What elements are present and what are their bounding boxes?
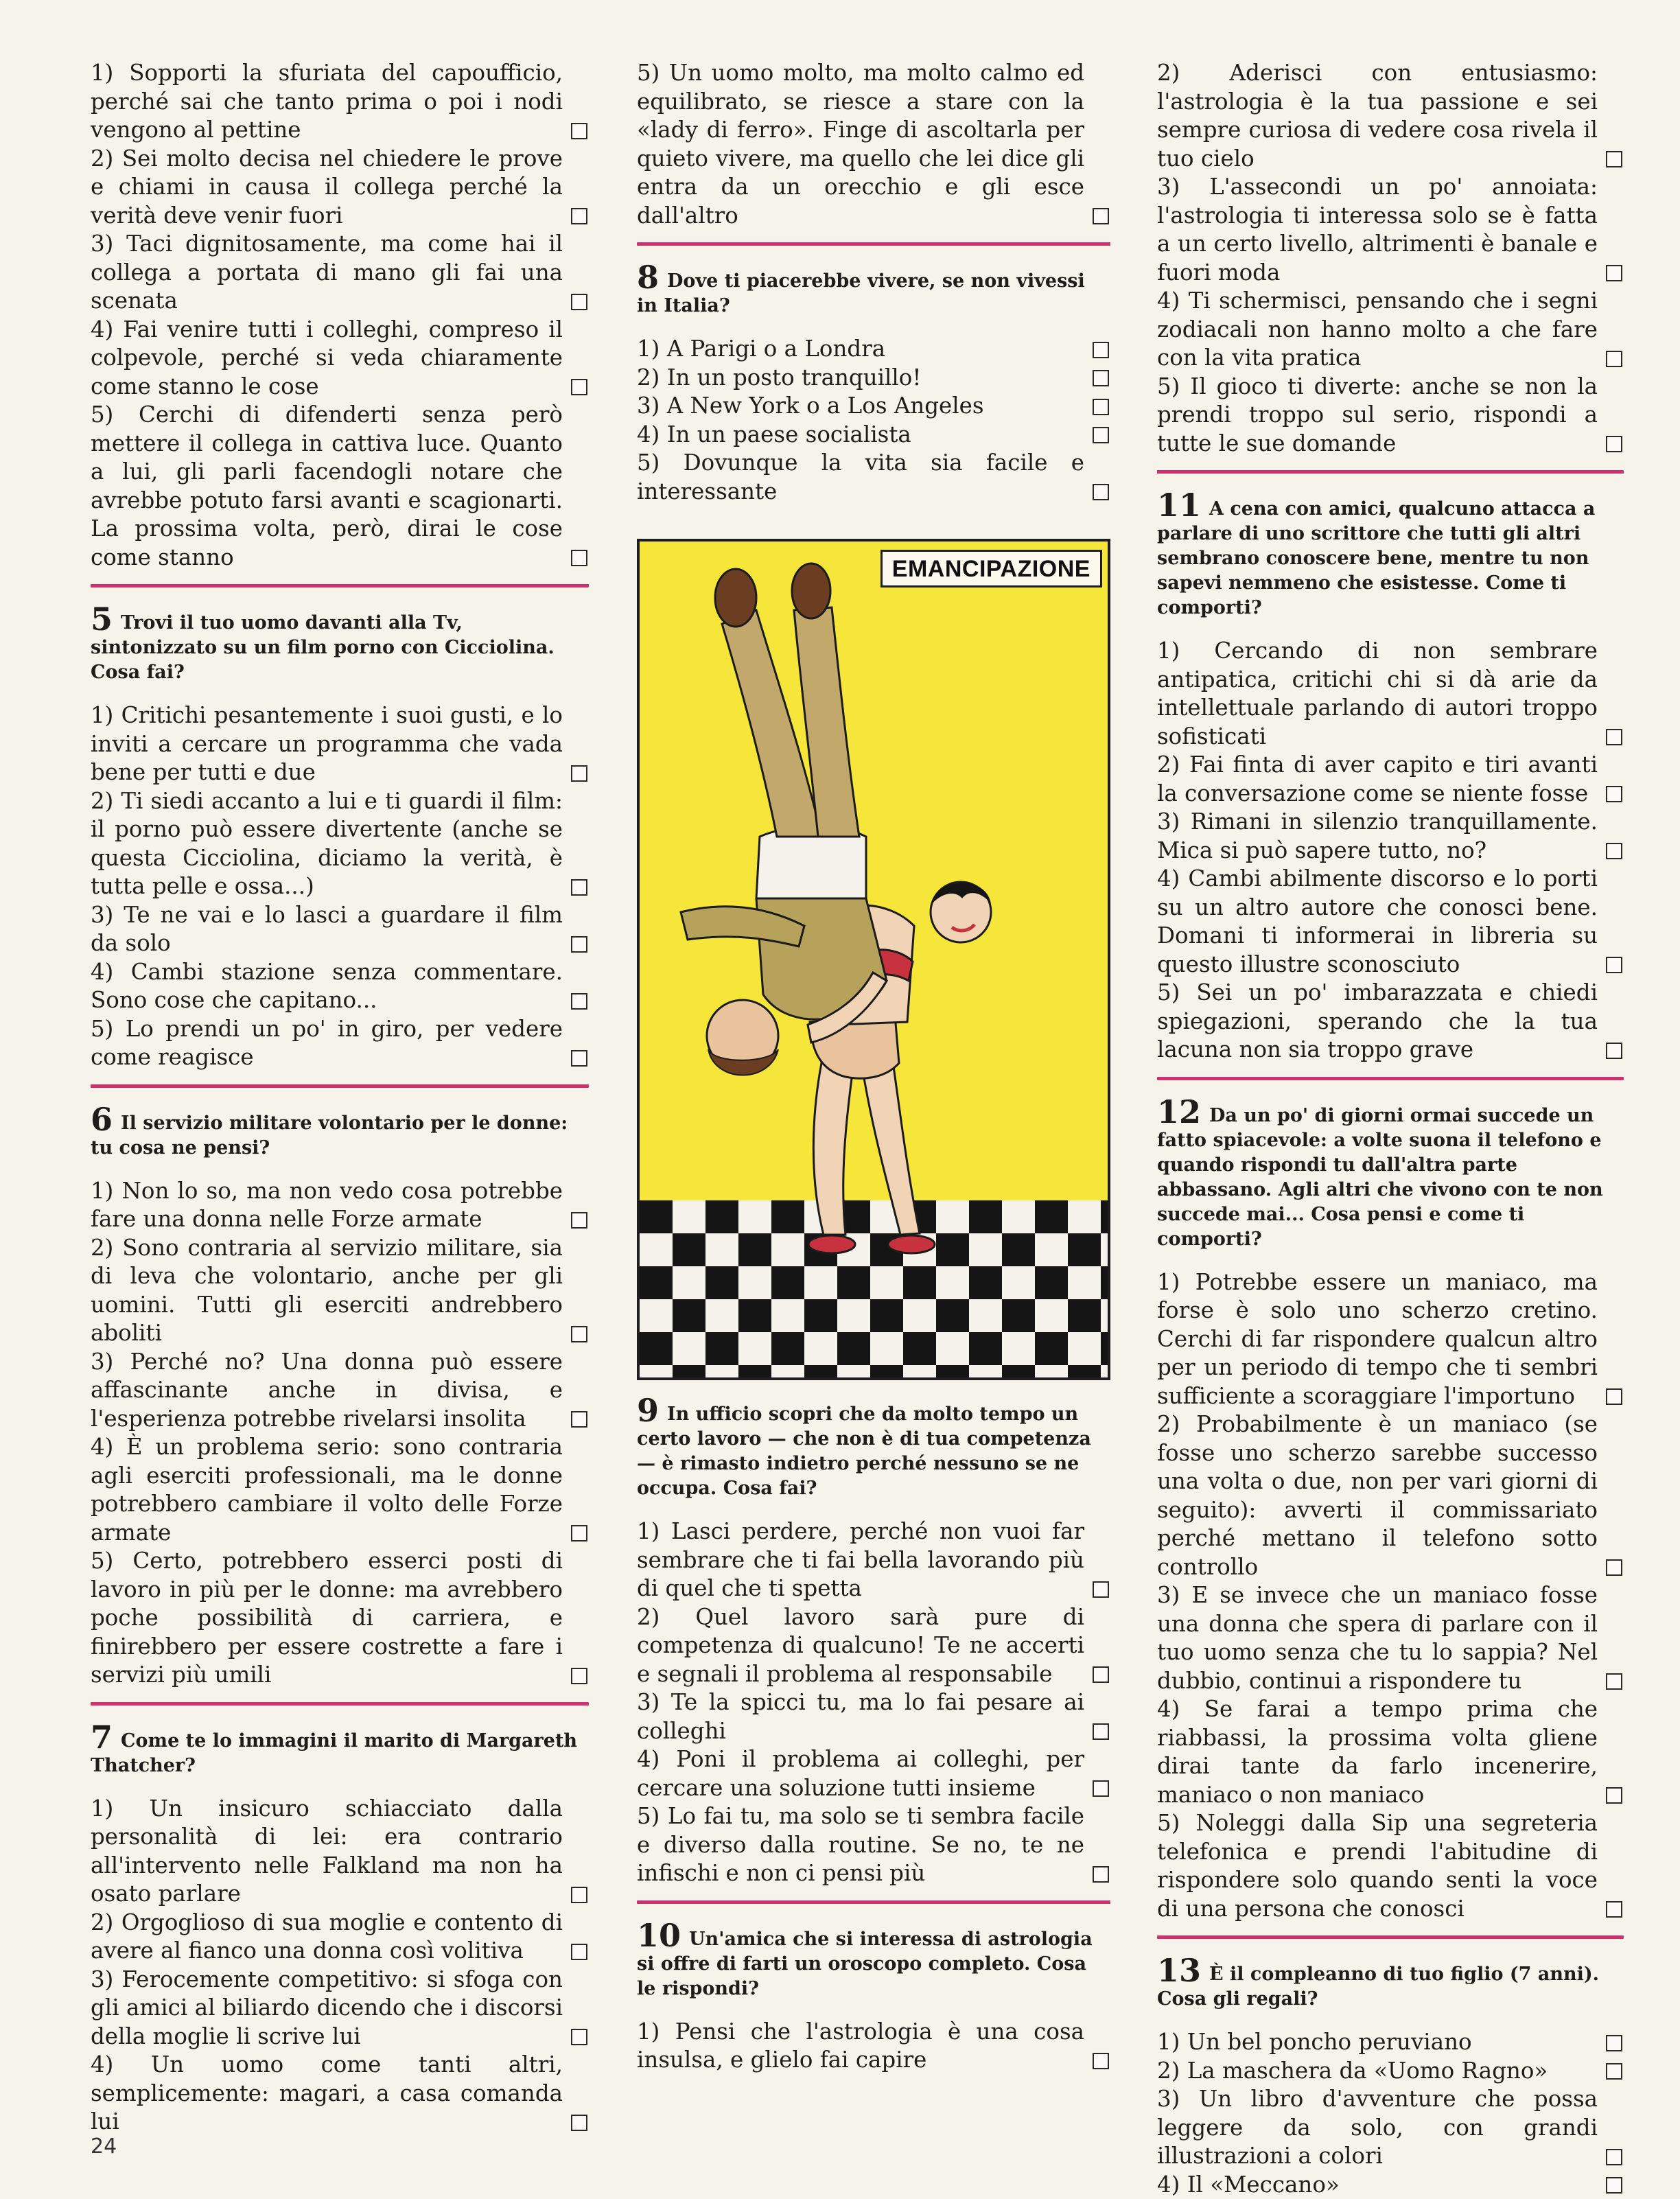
answer-option[interactable]: 1) Un bel poncho peruviano <box>1157 2028 1624 2057</box>
checkbox[interactable] <box>571 550 587 566</box>
question-9: 9 In ufficio scopri che da molto tempo un certo lavoro — che non è di tua competenza — è rimasto indietro perché nessuno se ne occupa. Cosa fai? <box>637 1398 1110 1501</box>
answer-option[interactable]: 4) Cambi abilmente discorso e lo porti su un altro autore che conosci bene. Domani ti informerai in libreria su questo illustre sconosciuto <box>1157 865 1624 979</box>
red-shoe <box>888 1235 935 1253</box>
answer-option[interactable]: 4) In un paese socialista <box>637 421 1110 450</box>
brown-shoe <box>792 563 830 618</box>
checkbox[interactable] <box>571 879 587 896</box>
answer-option[interactable]: 2) In un posto tranquillo! <box>637 364 1110 393</box>
checkbox[interactable] <box>1606 1043 1622 1059</box>
illustration-artwork <box>640 542 1108 1377</box>
checkbox[interactable] <box>1606 786 1622 802</box>
answer-option[interactable]: 2) Sei molto decisa nel chiedere le prove e chiami in causa il collega perché la verità deve venir fuori <box>91 145 589 231</box>
checkbox[interactable] <box>1093 1723 1109 1740</box>
q4-answers <box>91 59 589 572</box>
answer-option[interactable]: 4) È un problema serio: sono contraria agli eserciti professionali, ma le donne potrebbero cambiare il volto delle Forze armate <box>91 1433 589 1547</box>
checkbox[interactable] <box>1093 2053 1109 2069</box>
answer-option[interactable]: 3) Taci dignitosamente, ma come hai il collega a portata di mano gli fai una scenata <box>91 230 589 316</box>
checkbox[interactable] <box>571 2029 587 2045</box>
checkbox[interactable] <box>571 208 587 224</box>
answer-option[interactable]: 5) Lo prendi un po' in giro, per vedere come reagisce <box>91 1015 589 1072</box>
red-shoe <box>808 1235 855 1253</box>
answer-option[interactable]: 2) Quel lavoro sarà pure di competenza di qualcuno! Te ne accerti e segnali il problema al responsabile <box>637 1603 1110 1689</box>
question-6: 6 Il servizio militare volontario per le donne: tu cosa ne pensi? <box>91 1107 589 1161</box>
checkbox[interactable] <box>1093 342 1109 358</box>
column-3 <box>1157 59 1624 2199</box>
answer-option[interactable]: 5) Noleggi dalla Sip una segreteria telefonica e prendi l'abitudine di rispondere solo quando senti la voce di una persona che conosci <box>1157 1809 1624 1923</box>
checkbox[interactable] <box>1606 351 1622 367</box>
checkbox[interactable] <box>571 1887 587 1903</box>
answer-option[interactable]: 1) Cercando di non sembrare antipatica, critichi chi si dà arie da intellettuale parlando di autori troppo sofisticati <box>1157 637 1624 751</box>
checkbox[interactable] <box>1093 1780 1109 1797</box>
checkbox[interactable] <box>1606 957 1622 973</box>
checkbox[interactable] <box>571 993 587 1010</box>
checkbox[interactable] <box>1606 843 1622 859</box>
checkbox[interactable] <box>571 1326 587 1342</box>
answer-option[interactable]: 3) Te ne vai e lo lasci a guardare il film da solo <box>91 901 589 958</box>
q7-answers <box>91 1795 589 2137</box>
answer-option[interactable]: 2) Orgoglioso di sua moglie e contento di avere al fianco una donna così volitiva <box>91 1909 589 1966</box>
checkbox[interactable] <box>1093 208 1109 224</box>
answer-option[interactable]: 4) Un uomo come tanti altri, semplicemente: magari, a casa comanda lui <box>91 2051 589 2137</box>
checkbox[interactable] <box>1606 1388 1622 1405</box>
answer-option[interactable]: 2) La maschera da «Uomo Ragno» <box>1157 2057 1624 2086</box>
checkbox[interactable] <box>1093 1666 1109 1683</box>
answer-option[interactable]: 5) Certo, potrebbero esserci posti di lavoro in più per le donne: ma avrebbero poche possibilità di carriera, e finirebbero per essere costrette a fare i servizi più umili <box>91 1547 589 1690</box>
checkbox[interactable] <box>1606 2063 1622 2080</box>
question-13: 13 È il compleanno di tuo figlio (7 anni). Cosa gli regali? <box>1157 1958 1624 2012</box>
answer-option[interactable]: 3) Un libro d'avventure che possa leggere da solo, con grandi illustrazioni a colori <box>1157 2085 1624 2171</box>
brown-shoe <box>715 569 756 627</box>
answer-option[interactable]: 1) Potrebbe essere un maniaco, ma forse è solo uno scherzo cretino. Cerchi di far rispondere qualcun altro per un periodo di tempo che ti sembri sufficiente a scoraggiare l'importuno <box>1157 1268 1624 1411</box>
checkbox[interactable] <box>571 765 587 782</box>
question-7: 7 Come te lo immagini il marito di Margareth Thatcher? <box>91 1725 589 1778</box>
answer-option[interactable]: 4) Poni il problema ai colleghi, per cercare una soluzione tutti insieme <box>637 1745 1110 1802</box>
question-8: 8 Dove ti piacerebbe vivere, se non vivessi in Italia? <box>637 265 1110 318</box>
checkbox[interactable] <box>1093 427 1109 443</box>
checkbox[interactable] <box>1606 265 1622 281</box>
section-divider <box>637 242 1110 246</box>
checkbox[interactable] <box>1093 484 1109 500</box>
answer-option[interactable]: 1) Critichi pesantemente i suoi gusti, e lo inviti a cercare un programma che vada bene per tutti e due <box>91 701 589 787</box>
answer-option[interactable]: 3) Perché no? Una donna può essere affascinante anche in divisa, e l'esperienza potrebbe rivelarsi insolita <box>91 1348 589 1434</box>
answer-option[interactable]: 5) Un uomo molto, ma molto calmo ed equilibrato, se riesce a stare con la «lady di ferro». Finge di ascoltarla per quieto vivere, ma quello che lei dice gli entra da un orecchio e gli esce dall'altro <box>637 59 1110 230</box>
q13-answers <box>1157 2028 1624 2199</box>
section-divider <box>91 1702 589 1706</box>
q6-answers <box>91 1177 589 1690</box>
checkbox[interactable] <box>1606 1787 1622 1804</box>
answer-option[interactable]: 3) Te la spicci tu, ma lo fai pesare ai colleghi <box>637 1688 1110 1745</box>
checkbox[interactable] <box>571 1525 587 1541</box>
checkbox[interactable] <box>571 294 587 310</box>
checkbox[interactable] <box>1606 1901 1622 1918</box>
checkbox[interactable] <box>571 1411 587 1428</box>
q12-answers <box>1157 1268 1624 1924</box>
answer-option[interactable]: 4) Cambi stazione senza commentare. Sono cose che capitano... <box>91 958 589 1015</box>
answer-option[interactable]: 1) Un insicuro schiacciato dalla personalità di lei: era contrario all'intervento nelle Falkland ma non ha osato parlare <box>91 1795 589 1909</box>
emancipazione-illustration <box>637 539 1110 1380</box>
question-10: 10 Un'amica che si interessa di astrologia si offre di farti un oroscopo completo. Cosa le rispondi? <box>637 1923 1110 2001</box>
page-number: 24 <box>91 2134 117 2159</box>
question-12: 12 Da un po' di giorni ormai succede un fatto spiacevole: a volte suona il telefono e quando rispondi tu dall'altra parte abbassano. Agli altri che vivono con te non succede mai... Cosa pensi e come ti comporti? <box>1157 1100 1624 1252</box>
question-5: 5 Trovi il tuo uomo davanti alla Tv, sintonizzato su un film porno con Cicciolina. Cosa fai? <box>91 607 589 685</box>
checkbox[interactable] <box>1093 370 1109 386</box>
q9-answers <box>637 1517 1110 1888</box>
answer-option[interactable]: 4) Ti schermisci, pensando che i segni zodiacali non hanno molto a che fare con la vita pratica <box>1157 287 1624 373</box>
checkered-floor <box>640 1200 1108 1377</box>
answer-option[interactable]: 2) Probabilmente è un maniaco (se fosse uno scherzo sarebbe successo una volta o due, non per vari giorni di seguito): avverti il commissariato perché mettano il telefono sotto controllo <box>1157 1410 1624 1581</box>
section-divider <box>1157 1935 1624 1939</box>
question-11: 11 A cena con amici, qualcuno attacca a parlare di uno scrittore che tutti gli altri sembrano conoscere bene, mentre tu non sapevi nemmeno che esistesse. Come ti comporti? <box>1157 493 1624 620</box>
answer-option[interactable]: 3) A New York o a Los Angeles <box>637 392 1110 421</box>
answer-option[interactable]: 1) Sopporti la sfuriata del capoufficio, perché sai che tanto prima o poi i nodi vengono al pettine <box>91 59 589 145</box>
answer-option[interactable]: 2) Aderisci con entusiasmo: l'astrologia è la tua passione e sei sempre curiosa di vedere cosa rivela il tuo cielo <box>1157 59 1624 173</box>
checkbox[interactable] <box>571 2115 587 2131</box>
q10-answers <box>637 2018 1110 2075</box>
answer-option[interactable]: 3) E se invece che un maniaco fosse una donna che spera di parlare con il tuo uomo senza che tu lo sappia? Nel dubbio, continui a rispondere tu <box>1157 1581 1624 1695</box>
checkbox[interactable] <box>1093 399 1109 415</box>
answer-option[interactable]: 2) Ti siedi accanto a lui e ti guardi il film: il porno può essere divertente (anche se questa Cicciolina, diciamo la verità, è tutta pelle e ossa...) <box>91 787 589 901</box>
illustration-label: EMANCIPAZIONE <box>880 550 1102 587</box>
answer-option[interactable]: 5) Sei un po' imbarazzata e chiedi spiegazioni, sperando che la tua lacuna non sia troppo grave <box>1157 979 1624 1064</box>
checkbox[interactable] <box>1606 151 1622 167</box>
answer-option[interactable]: 5) Il gioco ti diverte: anche se non la prendi troppo sul serio, rispondi a tutte le sue domande <box>1157 373 1624 458</box>
checkbox[interactable] <box>1606 2149 1622 2165</box>
answer-option[interactable]: 5) Dovunque la vita sia facile e interessante <box>637 449 1110 506</box>
checkbox[interactable] <box>1606 2035 1622 2051</box>
answer-option[interactable]: 5) Cerchi di difenderti senza però mettere il collega in cattiva luce. Quanto a lui, gli parli facendogli notare che avrebbe potuto farsi avanti e scagionarti. La prossima volta, però, dirai le cose come stanno <box>91 401 589 572</box>
checkbox[interactable] <box>1606 1673 1622 1690</box>
answer-option[interactable]: 4) Il «Meccano» <box>1157 2171 1624 2199</box>
checkbox[interactable] <box>571 1212 587 1229</box>
q7-answers-continued <box>637 59 1110 230</box>
column-1 <box>91 59 589 2137</box>
section-divider <box>91 584 589 587</box>
checkbox[interactable] <box>1093 1581 1109 1598</box>
answer-option[interactable]: 3) Ferocemente competitivo: si sfoga con gli amici al biliardo dicendo che i discorsi della moglie li scrive lui <box>91 1966 589 2051</box>
section-divider <box>637 1900 1110 1904</box>
q8-answers <box>637 335 1110 506</box>
section-divider <box>1157 1077 1624 1080</box>
checkbox[interactable] <box>1606 436 1622 452</box>
checkbox[interactable] <box>1093 1866 1109 1883</box>
section-divider <box>91 1084 589 1088</box>
answer-option[interactable]: 1) A Parigi o a Londra <box>637 335 1110 364</box>
checkbox[interactable] <box>571 379 587 395</box>
answer-option[interactable]: 1) Lasci perdere, perché non vuoi far sembrare che ti fai bella lavorando più di quel che ti spetta <box>637 1517 1110 1603</box>
checkbox[interactable] <box>571 1668 587 1684</box>
section-divider <box>1157 470 1624 474</box>
answer-option[interactable]: 3) L'assecondi un po' annoiata: l'astrologia ti interessa solo se è fatta a un certo livello, altrimenti è banale e fuori moda <box>1157 173 1624 287</box>
checkbox[interactable] <box>1606 729 1622 745</box>
answer-option[interactable]: 4) Fai venire tutti i colleghi, compreso il colpevole, perché si veda chiaramente come stanno le cose <box>91 316 589 402</box>
answer-option[interactable]: 4) Se farai a tempo prima che riabbassi, la prossima volta gliene dirai tante da farlo incenerire, maniaco o non maniaco <box>1157 1695 1624 1809</box>
answer-option[interactable]: 1) Pensi che l'astrologia è una cosa insulsa, e glielo fai capire <box>637 2018 1110 2075</box>
column-2 <box>637 59 1110 2075</box>
checkbox[interactable] <box>571 1050 587 1067</box>
q11-answers <box>1157 637 1624 1064</box>
answer-option[interactable]: 5) Lo fai tu, ma solo se ti sembra facile e diverso dalla routine. Se no, te ne infischi e non ci pensi più <box>637 1802 1110 1888</box>
answer-option[interactable]: 2) Sono contraria al servizio militare, sia di leva che volontario, anche per gli uomini. Tutti gli eserciti andrebbero aboliti <box>91 1234 589 1348</box>
checkbox[interactable] <box>571 1944 587 1960</box>
answer-option[interactable]: 3) Rimani in silenzio tranquillamente. Mica si può sapere tutto, no? <box>1157 808 1624 865</box>
checkbox[interactable] <box>571 123 587 139</box>
answer-option[interactable]: 1) Non lo so, ma non vedo cosa potrebbe fare una donna nelle Forze armate <box>91 1177 589 1234</box>
q10-answers-continued <box>1157 59 1624 458</box>
answer-option[interactable]: 2) Fai finta di aver capito e tiri avanti la conversazione come se niente fosse <box>1157 751 1624 808</box>
checkbox[interactable] <box>571 936 587 953</box>
q5-answers <box>91 701 589 1072</box>
checkbox[interactable] <box>1606 2177 1622 2194</box>
checkbox[interactable] <box>1606 1559 1622 1576</box>
